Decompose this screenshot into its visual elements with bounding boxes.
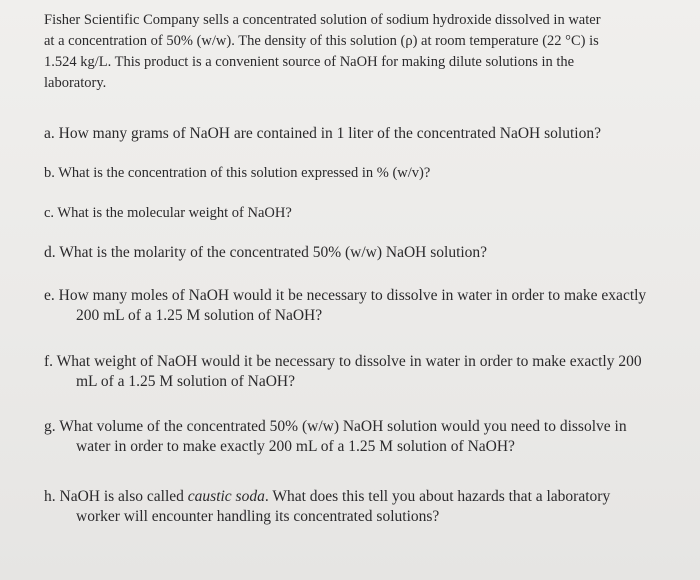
question-line: water in order to make exactly 200 mL of a 1.25 M solution of NaOH? bbox=[76, 438, 515, 455]
question-line: d. What is the molarity of the concentrated 50% (w/w) NaOH solution? bbox=[44, 244, 488, 261]
question-e bbox=[44, 286, 684, 326]
question-line: mL of a 1.25 M solution of NaOH? bbox=[76, 373, 295, 390]
question-a bbox=[44, 124, 684, 144]
question-b bbox=[44, 163, 684, 183]
intro-line: 1.524 kg/L. This product is a convenient source of NaOH for making dilute solutions in the bbox=[44, 54, 575, 70]
question-c bbox=[44, 203, 684, 223]
caustic-soda-term: caustic soda bbox=[187, 488, 265, 505]
question-line: e. How many moles of NaOH would it be necessary to dissolve in water in order to make exactly bbox=[44, 287, 647, 304]
question-line: a. How many grams of NaOH are contained in 1 liter of the concentrated NaOH solution? bbox=[44, 125, 601, 142]
question-line: g. What volume of the concentrated 50% (w/w) NaOH solution would you need to dissolve in bbox=[44, 418, 627, 435]
question-line: f. What weight of NaOH would it be necessary to dissolve in water in order to make exactly 200 bbox=[44, 353, 642, 370]
question-line: b. What is the concentration of this solution expressed in % (w/v)? bbox=[44, 165, 431, 181]
question-line: 200 mL of a 1.25 M solution of NaOH? bbox=[76, 307, 323, 324]
intro-paragraph bbox=[44, 10, 674, 94]
question-h bbox=[44, 487, 684, 527]
question-h-text-end: . What does this tell you about hazards that a laboratory bbox=[264, 488, 611, 505]
question-line bbox=[44, 487, 684, 507]
intro-line: at a concentration of 50% (w/w). The density of this solution (ρ) at room temperature (22 °C) is bbox=[44, 33, 599, 49]
question-f bbox=[44, 352, 684, 392]
question-line: worker will encounter handling its concentrated solutions? bbox=[76, 508, 440, 525]
intro-line: laboratory. bbox=[44, 75, 107, 91]
question-h-text-start: h. NaOH is also called bbox=[44, 488, 188, 505]
question-g bbox=[44, 417, 684, 457]
question-d bbox=[44, 243, 684, 263]
intro-line: Fisher Scientific Company sells a concentrated solution of sodium hydroxide dissolved in water bbox=[44, 12, 601, 28]
question-line: c. What is the molecular weight of NaOH? bbox=[44, 205, 292, 221]
